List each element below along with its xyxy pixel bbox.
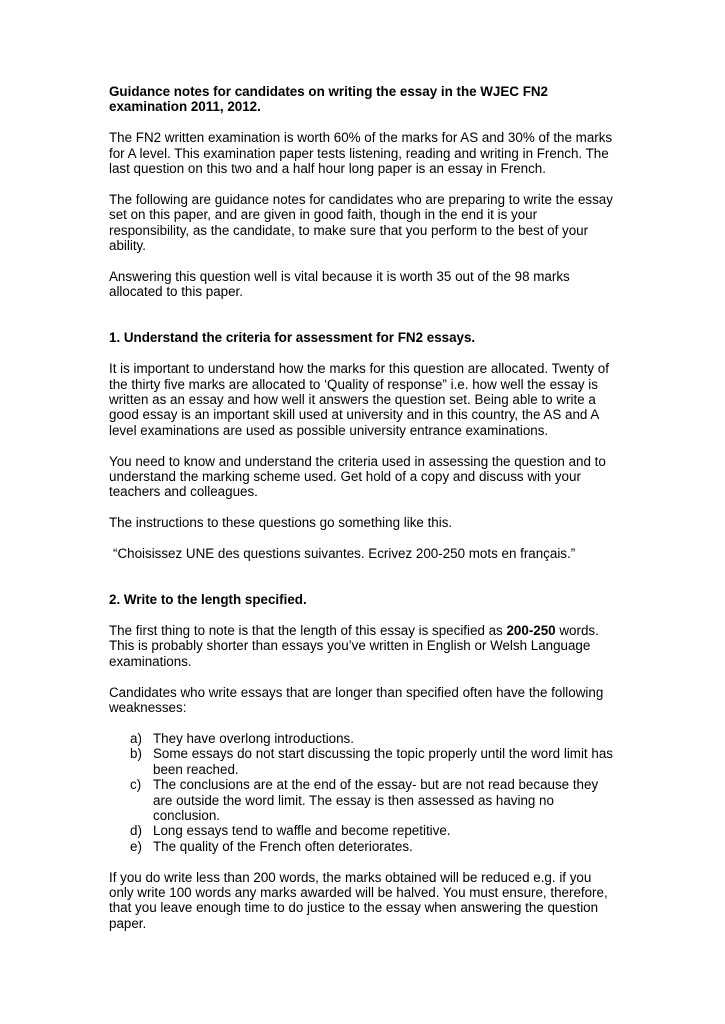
length-text-before: The first thing to note is that the length of this essay is specified as (109, 623, 507, 639)
section-1-paragraph-2: You need to know and understand the criteria used in assessing the question and to understand the marking scheme used. Get hold of a copy and discuss with your teachers and colleagues. (109, 453, 606, 500)
section-1-paragraph-1: It is important to understand how the marks for this question are allocated. Twenty of the thirty five marks are allocated to ‘Quality of response” i.e. how well the essay is written as an essay and how well it answers the question set. Being able to write a good essay is an important skill used at university and in this country, the AS and A level examinations are used as possible university entrance examinations. (109, 361, 609, 438)
list-item-text: They have overlong introductions. (153, 730, 354, 746)
list-item-text: The conclusions are at the end of the essay- but are not read because they are outside the word limit. The essay is then assessed as having no conclusion. (153, 777, 599, 823)
intro-paragraph-1: The FN2 written examination is worth 60% of the marks for AS and 30% of the marks for A level. This examination paper tests listening, reading and writing in French. The last question on this two and a half hour long paper is an essay in French. (109, 130, 613, 177)
weaknesses-list (109, 731, 619, 854)
list-item-text: The quality of the French often deteriorates. (153, 838, 413, 854)
document-title (109, 84, 619, 115)
word-count-range: 200-250 (506, 623, 556, 639)
section-2-heading: 2. Write to the length specified. (109, 592, 307, 608)
section-1-paragraph-3: The instructions to these questions go something like this. (109, 515, 453, 531)
list-marker: c) (130, 777, 142, 793)
section-2-paragraph-2: Candidates who write essays that are longer than specified often have the following weaknesses: (109, 684, 604, 716)
section-2-paragraph-1 (109, 623, 619, 669)
section-2-paragraph-3: If you do write less than 200 words, the marks obtained will be reduced e.g. if you only write 100 words any marks awarded will be halved. You must ensure, therefore, that you leave enough time to do justice to the essay when answering the question paper. (109, 869, 608, 931)
instructions-quote: “Choisissez UNE des questions suivantes. Ecrivez 200-250 mots en français.” (113, 546, 576, 562)
list-item-text: Some essays do not start discussing the topic properly until the word limit has been reached. (153, 746, 613, 777)
list-item (109, 731, 619, 746)
length-text-after: words. This is probably shorter than essays you’ve written in English or Welsh Language examinations. (109, 623, 599, 669)
section-1-heading: 1. Understand the criteria for assessment for FN2 essays. (109, 330, 476, 346)
list-item (109, 839, 619, 854)
list-item (109, 777, 619, 823)
list-marker: e) (130, 838, 142, 854)
intro-paragraph-3: Answering this question well is vital because it is worth 35 out of the 98 marks allocated to this paper. (109, 268, 570, 300)
list-marker: b) (130, 746, 142, 762)
title-line-2: examination 2011, 2012. (109, 99, 261, 115)
list-marker: a) (130, 730, 142, 746)
list-item (109, 823, 619, 838)
document-page (109, 84, 619, 931)
list-marker: d) (130, 823, 142, 839)
list-item-text: Long essays tend to waffle and become repetitive. (153, 823, 451, 839)
list-item (109, 746, 619, 777)
intro-paragraph-2: The following are guidance notes for candidates who are preparing to write the essay set on this paper, and are given in good faith, though in the end it is your responsibility, as the candidate, to make sure that you perform to the best of your ability. (109, 191, 613, 254)
title-line-1: Guidance notes for candidates on writing the essay in the WJEC FN2 (109, 84, 548, 99)
